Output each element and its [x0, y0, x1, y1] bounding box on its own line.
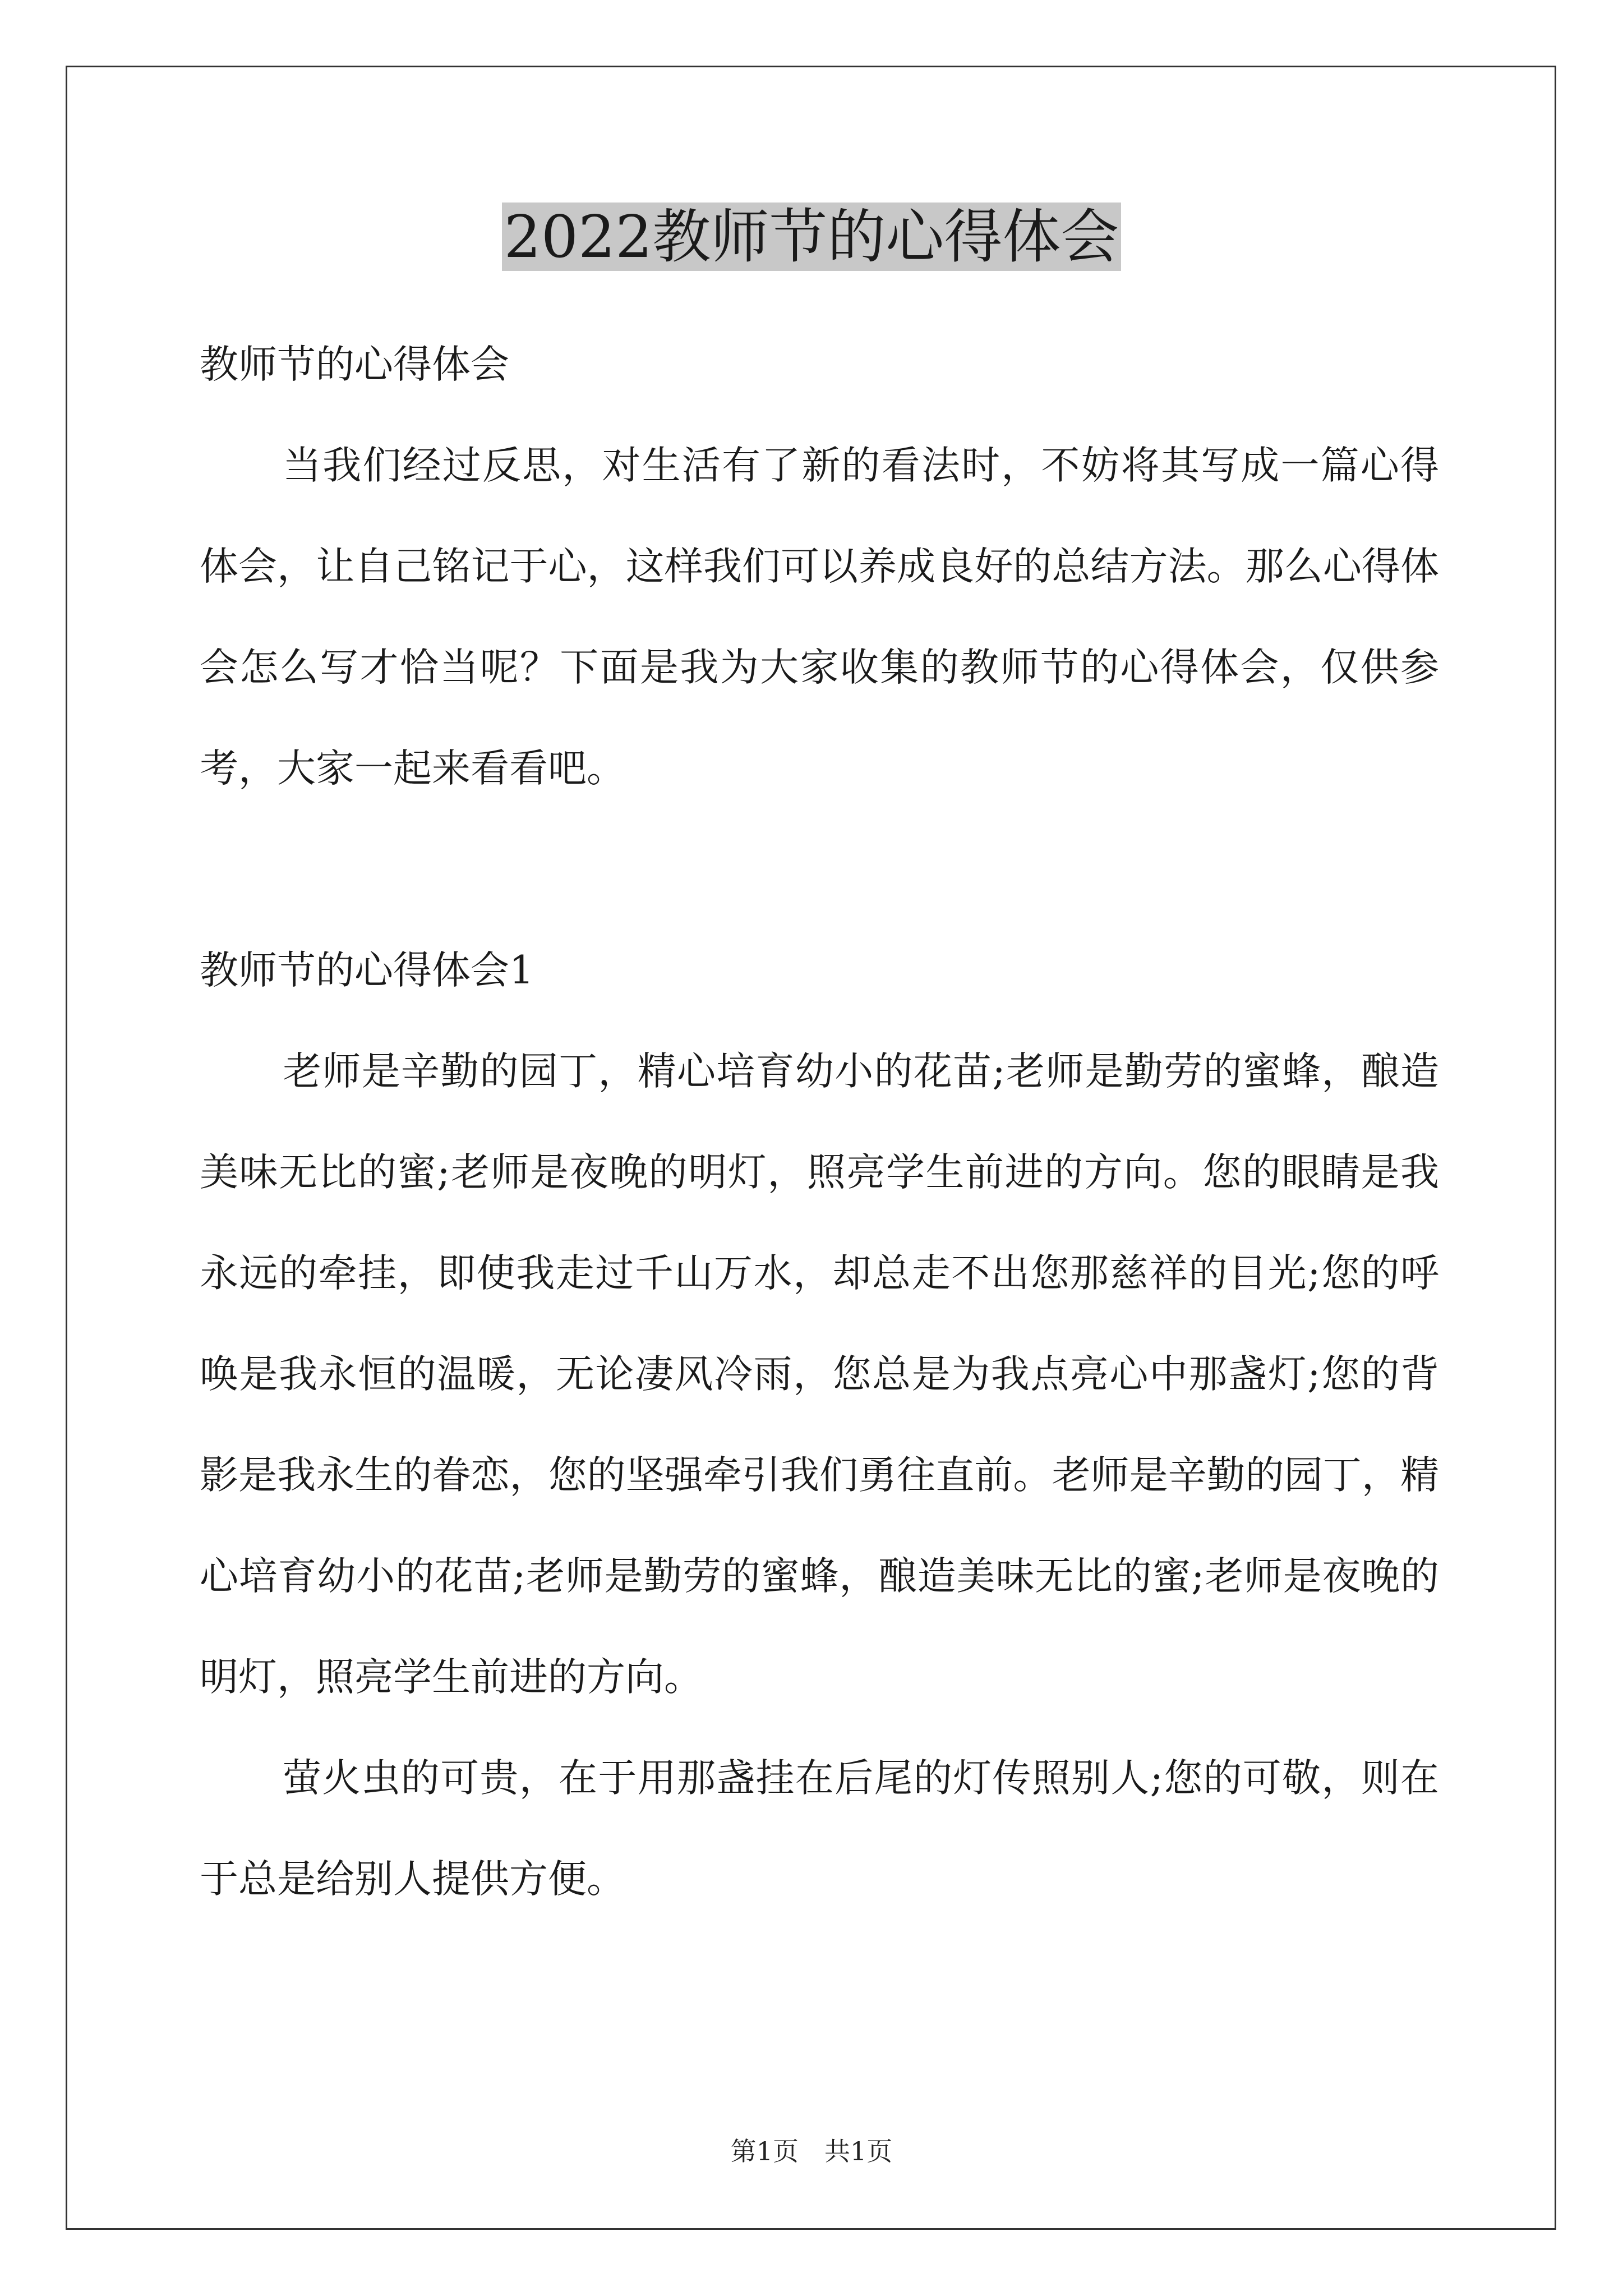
section1-heading: 教师节的心得体会1: [200, 948, 534, 993]
intro-paragraph: 当我们经过反思，对生活有了新的看法时，不妨将其写成一篇心得体会，让自己铭记于心，这样我们可以养成良好的总结方法。那么心得体会怎么写才恰当呢？下面是我为大家收集的教师节的心得体会，仅供参考，大家一起来看看吧。: [200, 443, 1439, 791]
intro-heading: 教师节的心得体会: [200, 342, 509, 387]
page-footer: [0, 2134, 1623, 2168]
document-title: [0, 197, 1623, 276]
document-body: [200, 314, 1439, 1930]
document-title-text: 2022教师节的心得体会: [502, 203, 1122, 271]
section-spacer: [200, 819, 1439, 920]
section1-paragraph-1: 老师是辛勤的园丁，精心培育幼小的花苗;老师是勤劳的蜜蜂，酿造美味无比的蜜;老师是夜晚的明灯，照亮学生前进的方向。您的眼睛是我永远的牵挂，即使我走过千山万水，却总走不出您那慈祥的目光;您的呼唤是我永恒的温暖，无论凄风冷雨，您总是为我点亮心中那盏灯;您的背影是我永生的眷恋，您的坚强牵引我们勇往直前。老师是辛勤的园丁，精心培育幼小的花苗;老师是勤劳的蜜蜂，酿造美味无比的蜜;老师是夜晚的明灯，照亮学生前进的方向。: [200, 1049, 1439, 1700]
section1-paragraph-2: 萤火虫的可贵，在于用那盏挂在后尾的灯传照别人;您的可敬，则在于总是给别人提供方便。: [200, 1756, 1439, 1902]
page-indicator: 第1页 共1页: [730, 2136, 893, 2166]
